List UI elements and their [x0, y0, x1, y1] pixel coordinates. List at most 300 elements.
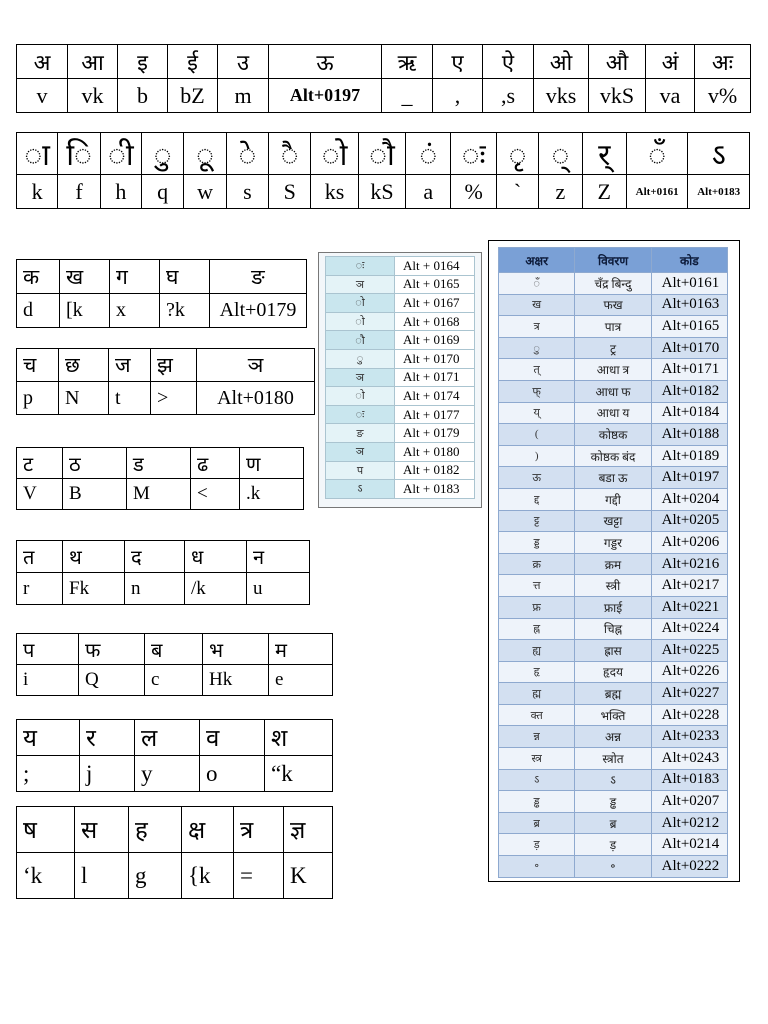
- code-glyph: न्न: [499, 726, 575, 748]
- code-value: Alt+0212: [651, 812, 727, 834]
- consonant-letter: ङ: [210, 260, 307, 294]
- vowel-key: v: [17, 79, 68, 113]
- code-table-row: [499, 748, 728, 770]
- matra-sign: ः: [451, 133, 496, 175]
- alt-code-row: [326, 480, 475, 499]
- consonant-letter-row: [17, 349, 315, 382]
- code-glyph: ब्र: [499, 812, 575, 834]
- code-value: Alt+0207: [651, 791, 727, 813]
- consonant-letter: ल: [135, 720, 200, 756]
- code-table-header: [499, 248, 728, 273]
- code-value: Alt+0205: [651, 510, 727, 532]
- alt-code-glyph: ु: [326, 349, 395, 368]
- consonant-letter-row: [17, 634, 333, 665]
- consonant-letter: न: [247, 541, 310, 573]
- consonant-group-table: [16, 348, 315, 415]
- vowel-hindi-row: [17, 45, 751, 79]
- vowel-letter: अः: [695, 45, 751, 79]
- code-description: फ्राई: [575, 596, 651, 618]
- code-value: Alt+0226: [651, 661, 727, 683]
- alt-code-value: Alt + 0182: [395, 461, 475, 480]
- matra-key: q: [142, 175, 184, 209]
- alt-code-row: [326, 461, 475, 480]
- consonant-key: g: [129, 853, 182, 899]
- vowel-letter: आ: [68, 45, 118, 79]
- matra-key: z: [539, 175, 582, 209]
- code-table-row: [499, 294, 728, 316]
- consonant-key: <: [191, 479, 240, 510]
- code-description: आधा य: [575, 402, 651, 424]
- consonant-key-row: [17, 853, 333, 899]
- consonant-key: K: [284, 853, 333, 899]
- code-glyph: ँ: [499, 273, 575, 295]
- consonant-key-row: [17, 479, 304, 510]
- code-description: भक्ति: [575, 704, 651, 726]
- consonant-group-table: [16, 259, 307, 328]
- vowel-key: vkS: [589, 79, 646, 113]
- matra-sign: ै: [269, 133, 311, 175]
- code-table-row: [499, 856, 728, 878]
- code-glyph: ): [499, 445, 575, 467]
- consonant-letter: ञ: [197, 349, 315, 382]
- code-value: Alt+0182: [651, 380, 727, 402]
- code-value: Alt+0243: [651, 748, 727, 770]
- code-value: Alt+0171: [651, 359, 727, 381]
- matra-key: k: [17, 175, 58, 209]
- code-table-row: [499, 640, 728, 662]
- code-description: कोष्ठक: [575, 424, 651, 446]
- matra-sign: ा: [17, 133, 58, 175]
- code-table-row: [499, 683, 728, 705]
- alt-code-value: Alt + 0180: [395, 442, 475, 461]
- code-glyph: त्त: [499, 575, 575, 597]
- consonant-key: x: [110, 294, 160, 328]
- code-description: हृदय: [575, 661, 651, 683]
- code-glyph: ह्य: [499, 640, 575, 662]
- matra-sign: ं: [406, 133, 451, 175]
- consonant-letter: क्ष: [182, 807, 234, 853]
- alt-code-glyph: ञ: [326, 442, 395, 461]
- code-value: Alt+0206: [651, 532, 727, 554]
- matra-sign-row: [17, 133, 750, 175]
- matra-sign: ँ: [626, 133, 688, 175]
- code-table-row: [499, 359, 728, 381]
- alt-code-glyph: ङ: [326, 424, 395, 443]
- code-glyph: ख: [499, 294, 575, 316]
- code-table-row: [499, 618, 728, 640]
- vowel-letter: ई: [168, 45, 218, 79]
- vowel-letter: अ: [17, 45, 68, 79]
- consonant-letter: ष: [17, 807, 75, 853]
- code-value: Alt+0222: [651, 856, 727, 878]
- consonant-letter: घ: [160, 260, 210, 294]
- consonant-key: B: [63, 479, 127, 510]
- vowel-key-row: [17, 79, 751, 113]
- alt-code-value: Alt + 0165: [395, 275, 475, 294]
- alt-code-value: Alt + 0164: [395, 257, 475, 276]
- vowel-key: m: [218, 79, 269, 113]
- consonant-group-table: [16, 719, 333, 792]
- consonant-key: {k: [182, 853, 234, 899]
- code-table-row: [499, 726, 728, 748]
- code-glyph: ड़: [499, 834, 575, 856]
- consonant-letter: फ: [79, 634, 145, 665]
- matra-key: a: [406, 175, 451, 209]
- code-description: खट्टा: [575, 510, 651, 532]
- consonant-letter: छ: [59, 349, 109, 382]
- matra-key: S: [269, 175, 311, 209]
- code-glyph: ह्म: [499, 683, 575, 705]
- consonant-letter: म: [269, 634, 333, 665]
- consonant-key: t: [109, 382, 151, 415]
- code-value: Alt+0227: [651, 683, 727, 705]
- consonant-key: Hk: [203, 665, 269, 696]
- consonant-key: ‘k: [17, 853, 75, 899]
- code-glyph: ह्न: [499, 618, 575, 640]
- alt-code-value: Alt + 0169: [395, 331, 475, 350]
- code-value: Alt+0233: [651, 726, 727, 748]
- matra-sign: ौ: [358, 133, 405, 175]
- consonant-key: “k: [265, 756, 333, 792]
- consonant-key-row: [17, 756, 333, 792]
- consonant-letter: ख: [60, 260, 110, 294]
- code-table-row: [499, 445, 728, 467]
- code-table-row: [499, 812, 728, 834]
- matra-sign: ृ: [496, 133, 538, 175]
- consonant-letter: झ: [151, 349, 197, 382]
- consonant-letter: व: [200, 720, 265, 756]
- alt-code-row: [326, 312, 475, 331]
- matra-key: h: [100, 175, 141, 209]
- code-description: ड्ढ: [575, 791, 651, 813]
- code-description: गद्दी: [575, 488, 651, 510]
- alt-code-glyph: ः: [326, 257, 395, 276]
- consonant-key: =: [234, 853, 284, 899]
- consonant-key-row: [17, 573, 310, 605]
- code-value: Alt+0224: [651, 618, 727, 640]
- code-glyph: द्द: [499, 488, 575, 510]
- code-glyph: ट्ट: [499, 510, 575, 532]
- alt-code-row: [326, 424, 475, 443]
- consonant-letter: स: [75, 807, 129, 853]
- code-table-row: [499, 596, 728, 618]
- alt-code-glyph: ो: [326, 387, 395, 406]
- vowel-key: bZ: [168, 79, 218, 113]
- code-description: ट्र: [575, 337, 651, 359]
- consonant-letter: ब: [145, 634, 203, 665]
- consonant-key: l: [75, 853, 129, 899]
- header-description: विवरण: [575, 248, 651, 273]
- alt-code-glyph: ो: [326, 312, 395, 331]
- code-glyph: क्त: [499, 704, 575, 726]
- alt-code-list-panel: [318, 252, 482, 508]
- vowel-key: vk: [68, 79, 118, 113]
- code-description: ऽ: [575, 769, 651, 791]
- code-value: Alt+0183: [651, 769, 727, 791]
- matra-key: s: [226, 175, 268, 209]
- alt-code-glyph: ौ: [326, 331, 395, 350]
- code-value: Alt+0217: [651, 575, 727, 597]
- consonant-letter: प: [17, 634, 79, 665]
- code-table-row: [499, 488, 728, 510]
- consonant-letter-row: [17, 720, 333, 756]
- consonant-letter-row: [17, 807, 333, 853]
- header-code: कोड: [651, 248, 727, 273]
- matra-sign: ो: [311, 133, 358, 175]
- consonant-letter: त्र: [234, 807, 284, 853]
- vowel-key: Alt+0197: [269, 79, 382, 113]
- consonant-key: u: [247, 573, 310, 605]
- consonant-key: M: [127, 479, 191, 510]
- matra-key: %: [451, 175, 496, 209]
- consonant-key: d: [17, 294, 60, 328]
- consonant-key: p: [17, 382, 59, 415]
- consonant-letter: ध: [185, 541, 247, 573]
- vowel-letter: औ: [589, 45, 646, 79]
- consonant-letter: ह: [129, 807, 182, 853]
- alt-code-value: Alt + 0179: [395, 424, 475, 443]
- matra-key: kS: [358, 175, 405, 209]
- matra-key: w: [184, 175, 226, 209]
- code-glyph: ऊ: [499, 467, 575, 489]
- code-value: Alt+0216: [651, 553, 727, 575]
- consonant-key: o: [200, 756, 265, 792]
- consonant-key: ;: [17, 756, 80, 792]
- code-description: ब्रह्म: [575, 683, 651, 705]
- consonant-key: r: [17, 573, 63, 605]
- code-description: आधा फ: [575, 380, 651, 402]
- code-table-row: [499, 316, 728, 338]
- code-glyph: त्: [499, 359, 575, 381]
- alt-code-glyph: प: [326, 461, 395, 480]
- code-value: Alt+0204: [651, 488, 727, 510]
- consonant-key: Fk: [63, 573, 125, 605]
- alt-code-row: [326, 405, 475, 424]
- code-description: स्त्री: [575, 575, 651, 597]
- code-description: आधा त्र: [575, 359, 651, 381]
- vowel-key: va: [646, 79, 695, 113]
- consonant-key: y: [135, 756, 200, 792]
- code-description: पात्र: [575, 316, 651, 338]
- vowel-key: v%: [695, 79, 751, 113]
- consonant-letter: य: [17, 720, 80, 756]
- alt-code-glyph: ो: [326, 294, 395, 313]
- consonant-letter: ण: [240, 448, 304, 479]
- consonant-key-row: [17, 382, 315, 415]
- code-table-row: [499, 402, 728, 424]
- code-table-row: [499, 510, 728, 532]
- consonant-letter: च: [17, 349, 59, 382]
- code-table: [498, 247, 728, 878]
- consonant-key: .k: [240, 479, 304, 510]
- code-table-row: [499, 834, 728, 856]
- alt-code-value: Alt + 0167: [395, 294, 475, 313]
- alt-code-value: Alt + 0183: [395, 480, 475, 499]
- code-glyph: ड्ढ: [499, 791, 575, 813]
- consonant-key: N: [59, 382, 109, 415]
- vowel-letter: अं: [646, 45, 695, 79]
- matra-sign: ऽ: [688, 133, 750, 175]
- alt-code-glyph: ऽ: [326, 480, 395, 499]
- code-description: ह्रास: [575, 640, 651, 662]
- matra-sign: े: [226, 133, 268, 175]
- alt-code-glyph: ञ: [326, 368, 395, 387]
- alt-code-value: Alt + 0171: [395, 368, 475, 387]
- consonant-letter: द: [125, 541, 185, 573]
- matra-sign: र्: [582, 133, 626, 175]
- code-description: चँद्र बिन्दु: [575, 273, 651, 295]
- consonant-key: /k: [185, 573, 247, 605]
- code-table-row: [499, 273, 728, 295]
- consonant-letter: ज: [109, 349, 151, 382]
- alt-code-row: [326, 331, 475, 350]
- code-description: बडा ऊ: [575, 467, 651, 489]
- code-table-row: [499, 532, 728, 554]
- code-table-row: [499, 661, 728, 683]
- alt-code-row: [326, 387, 475, 406]
- code-description: ब्र: [575, 812, 651, 834]
- matra-key: ks: [311, 175, 358, 209]
- code-value: Alt+0189: [651, 445, 727, 467]
- consonant-letter-row: [17, 448, 304, 479]
- code-table-panel: [488, 240, 740, 882]
- code-value: Alt+0221: [651, 596, 727, 618]
- code-description: कोष्ठक बंद: [575, 445, 651, 467]
- vowel-letter: इ: [118, 45, 168, 79]
- consonant-key: i: [17, 665, 79, 696]
- consonant-group-table: [16, 540, 310, 605]
- code-description: गड्डर: [575, 532, 651, 554]
- vowel-letter: ऋ: [382, 45, 433, 79]
- code-glyph: ड्ड: [499, 532, 575, 554]
- matra-chart: [16, 132, 750, 209]
- code-value: Alt+0170: [651, 337, 727, 359]
- consonant-letter-row: [17, 541, 310, 573]
- consonant-letter: श: [265, 720, 333, 756]
- code-description: ड़: [575, 834, 651, 856]
- code-value: Alt+0225: [651, 640, 727, 662]
- matra-key-row: [17, 175, 750, 209]
- vowel-key: b: [118, 79, 168, 113]
- consonant-letter: क: [17, 260, 60, 294]
- vowel-key: vks: [534, 79, 589, 113]
- consonant-letter: भ: [203, 634, 269, 665]
- code-glyph: स्त्र: [499, 748, 575, 770]
- alt-code-value: Alt + 0177: [395, 405, 475, 424]
- code-table-row: [499, 380, 728, 402]
- consonant-key: [k: [60, 294, 110, 328]
- code-description: चिह्न: [575, 618, 651, 640]
- vowel-letter: उ: [218, 45, 269, 79]
- consonant-letter: ढ: [191, 448, 240, 479]
- code-glyph: य्: [499, 402, 575, 424]
- code-table-row: [499, 769, 728, 791]
- consonant-key: ?k: [160, 294, 210, 328]
- consonant-letter: त: [17, 541, 63, 573]
- header-letter: अक्षर: [499, 248, 575, 273]
- alt-code-row: [326, 257, 475, 276]
- alt-code-glyph: ञ: [326, 275, 395, 294]
- code-glyph: ऽ: [499, 769, 575, 791]
- code-table-row: [499, 791, 728, 813]
- vowel-chart: [16, 44, 751, 113]
- code-glyph: त्र: [499, 316, 575, 338]
- code-table-row: [499, 467, 728, 489]
- consonant-key: Q: [79, 665, 145, 696]
- consonant-letter: ज्ञ: [284, 807, 333, 853]
- code-value: Alt+0228: [651, 704, 727, 726]
- code-description: स्त्रोत: [575, 748, 651, 770]
- consonant-letter: ग: [110, 260, 160, 294]
- vowel-key: _: [382, 79, 433, 113]
- consonant-key: n: [125, 573, 185, 605]
- matra-key: f: [58, 175, 100, 209]
- code-value: Alt+0197: [651, 467, 727, 489]
- code-table-row: [499, 553, 728, 575]
- code-glyph: हृ: [499, 661, 575, 683]
- consonant-key: Alt+0179: [210, 294, 307, 328]
- matra-sign: ू: [184, 133, 226, 175]
- code-description: ॰: [575, 856, 651, 878]
- alt-code-value: Alt + 0170: [395, 349, 475, 368]
- code-description: क्रम: [575, 553, 651, 575]
- consonant-group-table: [16, 633, 333, 696]
- consonant-key: e: [269, 665, 333, 696]
- consonant-letter: थ: [63, 541, 125, 573]
- vowel-key: ,s: [483, 79, 534, 113]
- matra-key: Alt+0183: [688, 175, 750, 209]
- code-glyph: ॰: [499, 856, 575, 878]
- vowel-letter: ए: [433, 45, 483, 79]
- code-value: Alt+0184: [651, 402, 727, 424]
- code-table-row: [499, 424, 728, 446]
- vowel-letter: ऊ: [269, 45, 382, 79]
- alt-code-value: Alt + 0168: [395, 312, 475, 331]
- code-value: Alt+0163: [651, 294, 727, 316]
- code-glyph: क्र: [499, 553, 575, 575]
- matra-key: `: [496, 175, 538, 209]
- vowel-letter: ऐ: [483, 45, 534, 79]
- code-glyph: फ्र: [499, 596, 575, 618]
- alt-code-row: [326, 442, 475, 461]
- alt-code-value: Alt + 0174: [395, 387, 475, 406]
- matra-sign: ि: [58, 133, 100, 175]
- code-glyph: ु: [499, 337, 575, 359]
- consonant-letter-row: [17, 260, 307, 294]
- consonant-key-row: [17, 294, 307, 328]
- consonant-key: j: [80, 756, 135, 792]
- code-description: फख: [575, 294, 651, 316]
- code-value: Alt+0188: [651, 424, 727, 446]
- code-table-row: [499, 337, 728, 359]
- alt-code-row: [326, 294, 475, 313]
- consonant-group-table: [16, 447, 304, 510]
- consonant-key: c: [145, 665, 203, 696]
- consonant-letter: ट: [17, 448, 63, 479]
- matra-sign: ु: [142, 133, 184, 175]
- consonant-group-table: [16, 806, 333, 899]
- matra-sign: ी: [100, 133, 141, 175]
- vowel-key: ,: [433, 79, 483, 113]
- alt-code-row: [326, 368, 475, 387]
- alt-code-row: [326, 275, 475, 294]
- consonant-key-row: [17, 665, 333, 696]
- code-glyph: (: [499, 424, 575, 446]
- consonant-letter: र: [80, 720, 135, 756]
- code-glyph: फ्: [499, 380, 575, 402]
- code-value: Alt+0165: [651, 316, 727, 338]
- code-table-row: [499, 575, 728, 597]
